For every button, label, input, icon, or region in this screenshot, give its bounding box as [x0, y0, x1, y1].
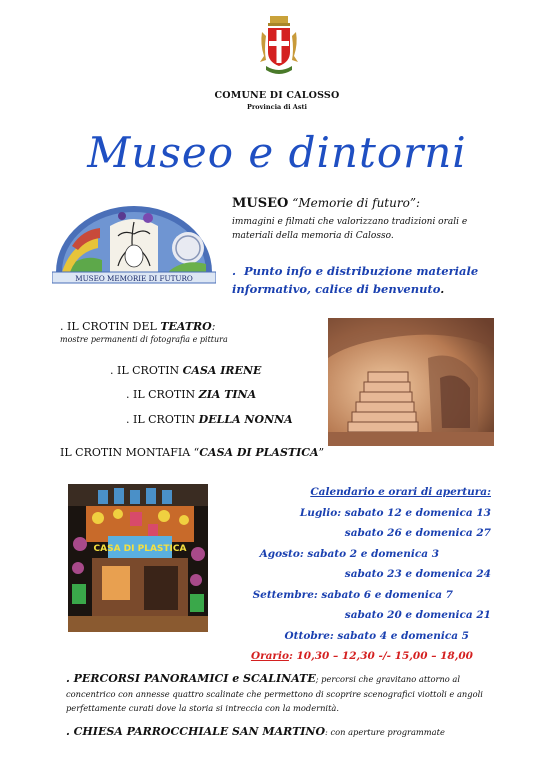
museo-logo	[52, 202, 216, 288]
crotin-casa-irene	[110, 364, 261, 377]
orari	[251, 646, 473, 667]
svg-text:CASA DI PLASTICA: CASA DI PLASTICA	[93, 544, 187, 554]
crotin-nonna-name: DELLA NONNA	[198, 413, 293, 426]
crotin-zia-tina-name: ZIA TINA	[198, 388, 257, 401]
calendar-row: Luglio: sabato 12 e domenica 13	[299, 506, 491, 519]
museo-desc-line1: immagini e filmati che valorizzano tradizioni orali e	[232, 217, 468, 227]
provincia-name: Provincia di Asti	[247, 103, 307, 111]
museo-label: MUSEO	[232, 196, 289, 211]
crotin-teatro: . IL CROTIN DEL TEATRO:	[60, 320, 216, 333]
punto-line2: informativo, calice di benvenuto	[232, 282, 441, 296]
crotin-teatro-name: TEATRO	[160, 320, 212, 333]
museo-description	[232, 215, 532, 243]
crotin-prefix: . IL CROTIN	[126, 388, 199, 401]
calendar-heading: Calendario e orari di apertura:	[310, 486, 491, 498]
percorsi-title: . PERCORSI PANORAMICI e SCALINATE	[66, 672, 316, 685]
casa-di-plastica-photo	[68, 484, 208, 632]
chiesa-title: . CHIESA PARROCCHIALE SAN MARTINO	[66, 725, 326, 738]
calendar-row: sabato 23 e domenica 24	[344, 568, 491, 580]
orari-label: Orario	[250, 650, 289, 662]
museo-subtitle: “Memorie di futuro”:	[292, 196, 420, 210]
calendar-row: Settembre: sabato 6 e domenica 7	[252, 588, 453, 601]
crotin-teatro-prefix: . IL CROTIN DEL	[60, 320, 161, 333]
comune-name: COMUNE DI CALOSSO	[214, 90, 340, 101]
crotin-della-nonna	[126, 413, 293, 426]
chiesa-section	[66, 725, 445, 738]
crotin-casa-irene-name: CASA IRENE	[182, 364, 262, 377]
punto-line1: Punto info e distribuzione materiale	[244, 264, 479, 278]
comune-crest-icon	[256, 14, 302, 80]
crotin-teatro-sub: mostre permanenti di fotografia e pittura	[60, 335, 228, 344]
crotin-zia-tina	[126, 388, 256, 401]
crotin-prefix: . IL CROTIN	[126, 413, 199, 426]
punto-info: . Punto info e distribuzione materiale informativo, calice di benvenuto.	[232, 264, 479, 296]
crotin-montafia-prefix: IL CROTIN MONTAFIA “	[60, 446, 200, 459]
calendar-row: Agosto: sabato 2 e domenica 3	[259, 547, 439, 560]
orari-value: : 10,30 – 12,30 -/- 15,00 – 18,00	[288, 650, 473, 662]
crotin-montafia	[60, 446, 324, 459]
chiesa-text: : con aperture programmate	[325, 727, 445, 737]
percorsi-text: ; percorsi che gravitano attorno al concentrico con annesse quattro scalinate che permettono di scoprire scenografici viottoli e angoli perfettamente curati dove la storia si intreccia con la modernità.	[66, 674, 483, 713]
calendar-row: sabato 20 e domenica 21	[344, 609, 491, 621]
crotin-montafia-name: CASA DI PLASTICA	[199, 446, 319, 459]
calendar-row: sabato 26 e domenica 27	[344, 527, 491, 539]
crotin-montafia-suffix: ”	[318, 446, 325, 459]
museo-logo-text: MUSEO MEMORIE DI FUTURO	[75, 274, 193, 283]
museo-heading	[232, 196, 420, 211]
cellar-photo	[328, 318, 494, 446]
calendar-row: Ottobre: sabato 4 e domenica 5	[284, 629, 469, 642]
museo-desc-line2: materiali della memoria di Calosso.	[232, 231, 394, 241]
percorsi-section	[66, 672, 506, 716]
crotin-prefix: . IL CROTIN	[110, 364, 183, 377]
page-title: Museo e dintorni	[87, 128, 467, 177]
calendar	[251, 482, 491, 667]
